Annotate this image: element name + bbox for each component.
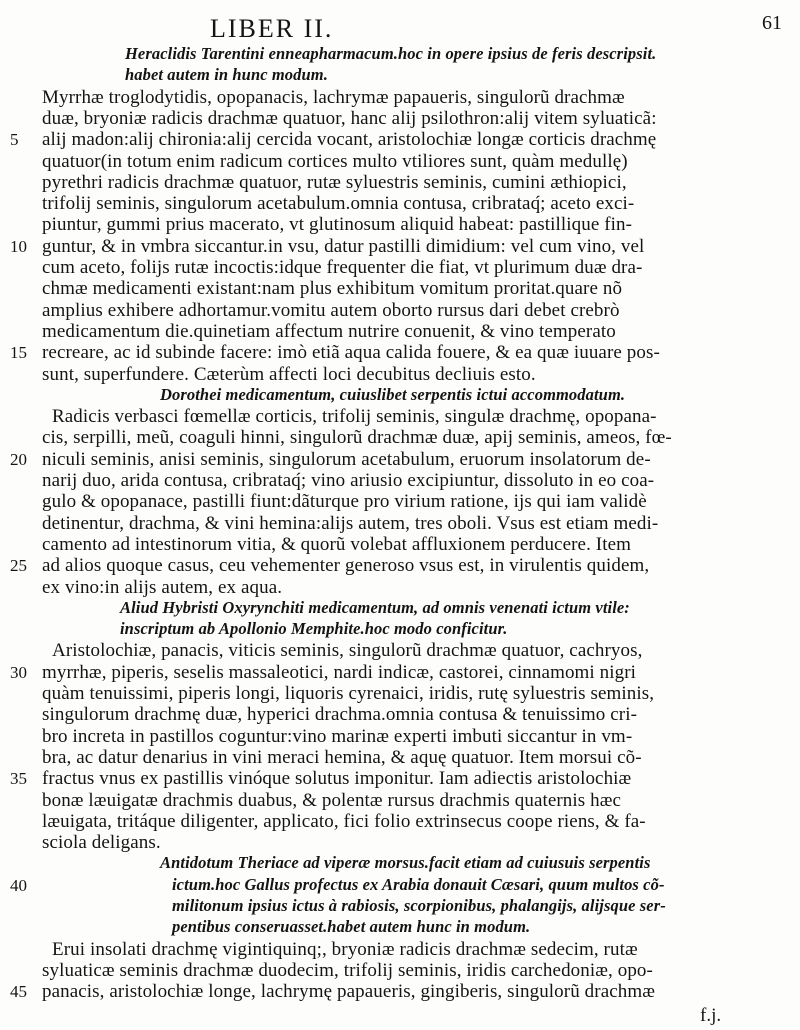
text-line bbox=[0, 683, 800, 705]
text-line bbox=[0, 726, 800, 748]
body-text: panacis, aristolochiæ longe, lachrymę papaueris, gingiberis, singulorũ drachmæ bbox=[42, 981, 656, 1003]
body-text: cum aceto, folijs rutæ incoctis:idque frequenter die fiat, vt plurimum duæ dra- bbox=[42, 257, 643, 278]
body-text: chmæ medicamenti existant:nam plus exhibitum vomitum proritat.quare nõ bbox=[42, 278, 623, 300]
line-number: 5 bbox=[10, 130, 19, 150]
heading-line bbox=[0, 853, 800, 875]
text-line bbox=[0, 640, 800, 662]
text-line bbox=[0, 129, 800, 151]
line-number: 25 bbox=[10, 556, 27, 576]
line-number: 10 bbox=[10, 236, 27, 256]
text-line bbox=[0, 981, 800, 1003]
body-text: bonæ læuigatæ drachmis duabus, & polentæ rursus drachmis quaternis hæc bbox=[42, 789, 622, 811]
heading-line bbox=[0, 619, 800, 641]
heading-text: habet autem in hunc modum. bbox=[125, 65, 328, 85]
heading-text: militonum ipsius ictus à rabiosis, scorpionibus, phalangijs, alijsque ser- bbox=[172, 896, 666, 915]
body-text: ad alios quoque casus, ceu vehementer generoso vsus est, in virulentis quidem, bbox=[42, 555, 650, 577]
heading-line bbox=[0, 44, 800, 66]
text-line bbox=[0, 172, 800, 194]
body-text: trifolij seminis, singulorum acetabulum.omnia contusa, cribrataq́; aceto exci- bbox=[42, 193, 635, 215]
body-text: sciola deligans. bbox=[42, 832, 161, 854]
heading-line bbox=[0, 917, 800, 939]
text-line bbox=[0, 555, 800, 577]
text-line bbox=[0, 236, 800, 258]
text-line bbox=[0, 790, 800, 812]
signature-mark: f.j. bbox=[700, 1004, 722, 1026]
heading-line bbox=[0, 875, 800, 897]
text-line bbox=[0, 449, 800, 471]
line-number: 30 bbox=[10, 662, 27, 682]
running-title: LIBER II. bbox=[210, 14, 334, 43]
page-header bbox=[0, 12, 800, 44]
body-text: medicamentum die.quinetiam affectum nutrire conuenit, & vino temperato bbox=[42, 320, 616, 342]
text-line bbox=[0, 108, 800, 130]
body-text: bro increta in pastillos coguntur:vino marinæ experti imbuti siccantur in vm- bbox=[42, 725, 633, 747]
body-text: narij duo, arida contusa, cribrataq́; vino ariusio excipiuntur, dissoluto in eo coa- bbox=[42, 470, 655, 491]
body-text: alij madon:alij chironia:alij cercida vocant, aristolochiæ longæ corticis drachmę bbox=[42, 129, 657, 151]
heading-text: Antidotum Theriace ad viperæ morsus.facit etiam ad cuiusuis serpentis bbox=[160, 853, 651, 873]
line-number: 15 bbox=[10, 343, 27, 363]
text-line bbox=[0, 470, 800, 492]
text-line bbox=[0, 87, 800, 109]
heading-text: pentibus conseruasset.habet autem hunc in modum. bbox=[172, 917, 531, 937]
body-text: quàm tenuissimi, piperis longi, liquoris cyrenaici, iridis, rutę syluestris seminis, bbox=[42, 683, 655, 704]
text-line bbox=[0, 811, 800, 833]
body-text: amplius exhibere adhortamur.vomitu autem oborto rursus dari debet crebrò bbox=[42, 299, 620, 321]
body-text: cis, serpilli, meũ, coaguli hinni, singulorũ drachmæ duæ, apij seminis, ameos, fœ- bbox=[42, 427, 672, 449]
text-line bbox=[0, 704, 800, 726]
line-number: 45 bbox=[10, 982, 27, 1002]
text-line bbox=[0, 151, 800, 173]
text-line bbox=[0, 214, 800, 236]
body-text: recreare, ac id subinde facere: imò etiã aqua calida fouere, & ea quæ iuuare pos- bbox=[42, 342, 660, 364]
text-line bbox=[0, 364, 800, 386]
body-text: myrrhæ, piperis, seselis massaleotici, nardi indicæ, castorei, cinnamomi nigri bbox=[42, 661, 637, 683]
body-text: niculi seminis, anisi seminis, singulorum acetabulum, eruorum insolatorum de- bbox=[42, 448, 651, 470]
body-text: piuntur, gummi prius macerato, vt glutinosum aliquid habeat: pastillique fin- bbox=[42, 214, 633, 236]
body-text: duæ, bryoniæ radicis drachmæ quatuor, hanc alij psilothron:alij vitem syluaticã: bbox=[42, 107, 657, 129]
text-line bbox=[0, 939, 800, 961]
body-text: Erui insolati drachmę vigintiquinq;, bryoniæ radicis drachmæ sedecim, rutæ bbox=[52, 938, 638, 960]
text-line bbox=[0, 193, 800, 215]
body-text: læuigata, tritáque diligenter, applicato, fici folio extrinsecus coope riens, & fa- bbox=[42, 810, 646, 832]
heading-line bbox=[0, 385, 800, 407]
heading-line bbox=[0, 598, 800, 620]
text-line bbox=[0, 534, 800, 556]
text-line bbox=[0, 832, 800, 854]
heading-line bbox=[0, 65, 800, 87]
body-text: camento ad intestinorum vitia, & quorũ volebat affluxionem perducere. Item bbox=[42, 533, 632, 555]
body-text: Myrrhæ troglodytidis, opopanacis, lachrymæ papaueris, singulorũ drachmæ bbox=[42, 86, 625, 108]
body-text: pyrethri radicis drachmæ quatuor, rutæ syluestris seminis, cumini æthiopici, bbox=[42, 171, 627, 193]
body-text: singulorum drachmę duæ, hyperici drachma.omnia contusa & tenuissimo cri- bbox=[42, 704, 638, 726]
text-line bbox=[0, 300, 800, 322]
heading-text: inscriptum ab Apollonio Memphite.hoc modo conficitur. bbox=[120, 619, 508, 639]
heading-text: Aliud Hybristi Oxyrynchiti medicamentum, ad omnis venenati ictum vtile: bbox=[120, 597, 630, 617]
text-line bbox=[0, 491, 800, 513]
body-text: Aristolochiæ, panacis, viticis seminis, singulorũ drachmæ quatuor, cachryos, bbox=[52, 640, 643, 662]
text-line bbox=[0, 257, 800, 279]
text-line bbox=[0, 577, 800, 599]
body-text: syluaticæ seminis drachmæ duodecim, trifolij seminis, iridis carchedoniæ, opo- bbox=[42, 959, 653, 981]
body-text: sunt, superfundere. Cæterùm affecti loci decubitus decliuis esto. bbox=[42, 363, 536, 385]
body-text: fractus vnus ex pastillis vinóque solutus imponitur. Iam adiectis aristolochiæ bbox=[42, 768, 632, 790]
text-line bbox=[0, 278, 800, 300]
heading-text: ictum.hoc Gallus profectus ex Arabia donauit Cæsari, quum multos cõ- bbox=[172, 874, 665, 894]
text-line bbox=[0, 960, 800, 982]
line-number: 40 bbox=[10, 875, 27, 895]
body-text: ex vino:in alijs autem, ex aqua. bbox=[42, 576, 283, 598]
text-line bbox=[0, 768, 800, 790]
body-text: detinentur, drachma, & vini hemina:alijs autem, tres oboli. Vsus est etiam medi- bbox=[42, 512, 659, 534]
heading-text: Dorothei medicamentum, cuiuslibet serpentis ictui accommodatum. bbox=[160, 384, 626, 404]
body-text: guntur, & in vmbra siccantur.in vsu, datur pastilli dimidium: vel cum vino, vel bbox=[42, 235, 645, 257]
body-text: quatuor(in totum enim radicum cortices multo vtiliores sunt, quàm medullę) bbox=[42, 150, 628, 172]
body-text: bra, ac datur denarius in vini meraci hemina, & aquę quatuor. Item morsui cõ- bbox=[42, 746, 642, 768]
text-line bbox=[0, 406, 800, 428]
line-number: 35 bbox=[10, 769, 27, 789]
text-line bbox=[0, 747, 800, 769]
body-text: Radicis verbasci fœmellæ corticis, trifolij seminis, singulæ drachmę, opopana- bbox=[52, 406, 657, 428]
text-line bbox=[0, 321, 800, 343]
body-text: gulo & opopanace, pastilli fiunt:dãturque pro virium ratione, ijs qui iam validè bbox=[42, 491, 647, 513]
text-line bbox=[0, 513, 800, 535]
text-line bbox=[0, 662, 800, 684]
heading-line bbox=[0, 896, 800, 918]
text-line bbox=[0, 427, 800, 449]
page-number: 61 bbox=[762, 12, 782, 34]
text-line bbox=[0, 342, 800, 364]
heading-text: Heraclidis Tarentini enneapharmacum.hoc in opere ipsius de feris descripsit. bbox=[125, 44, 657, 63]
line-number: 20 bbox=[10, 449, 27, 469]
